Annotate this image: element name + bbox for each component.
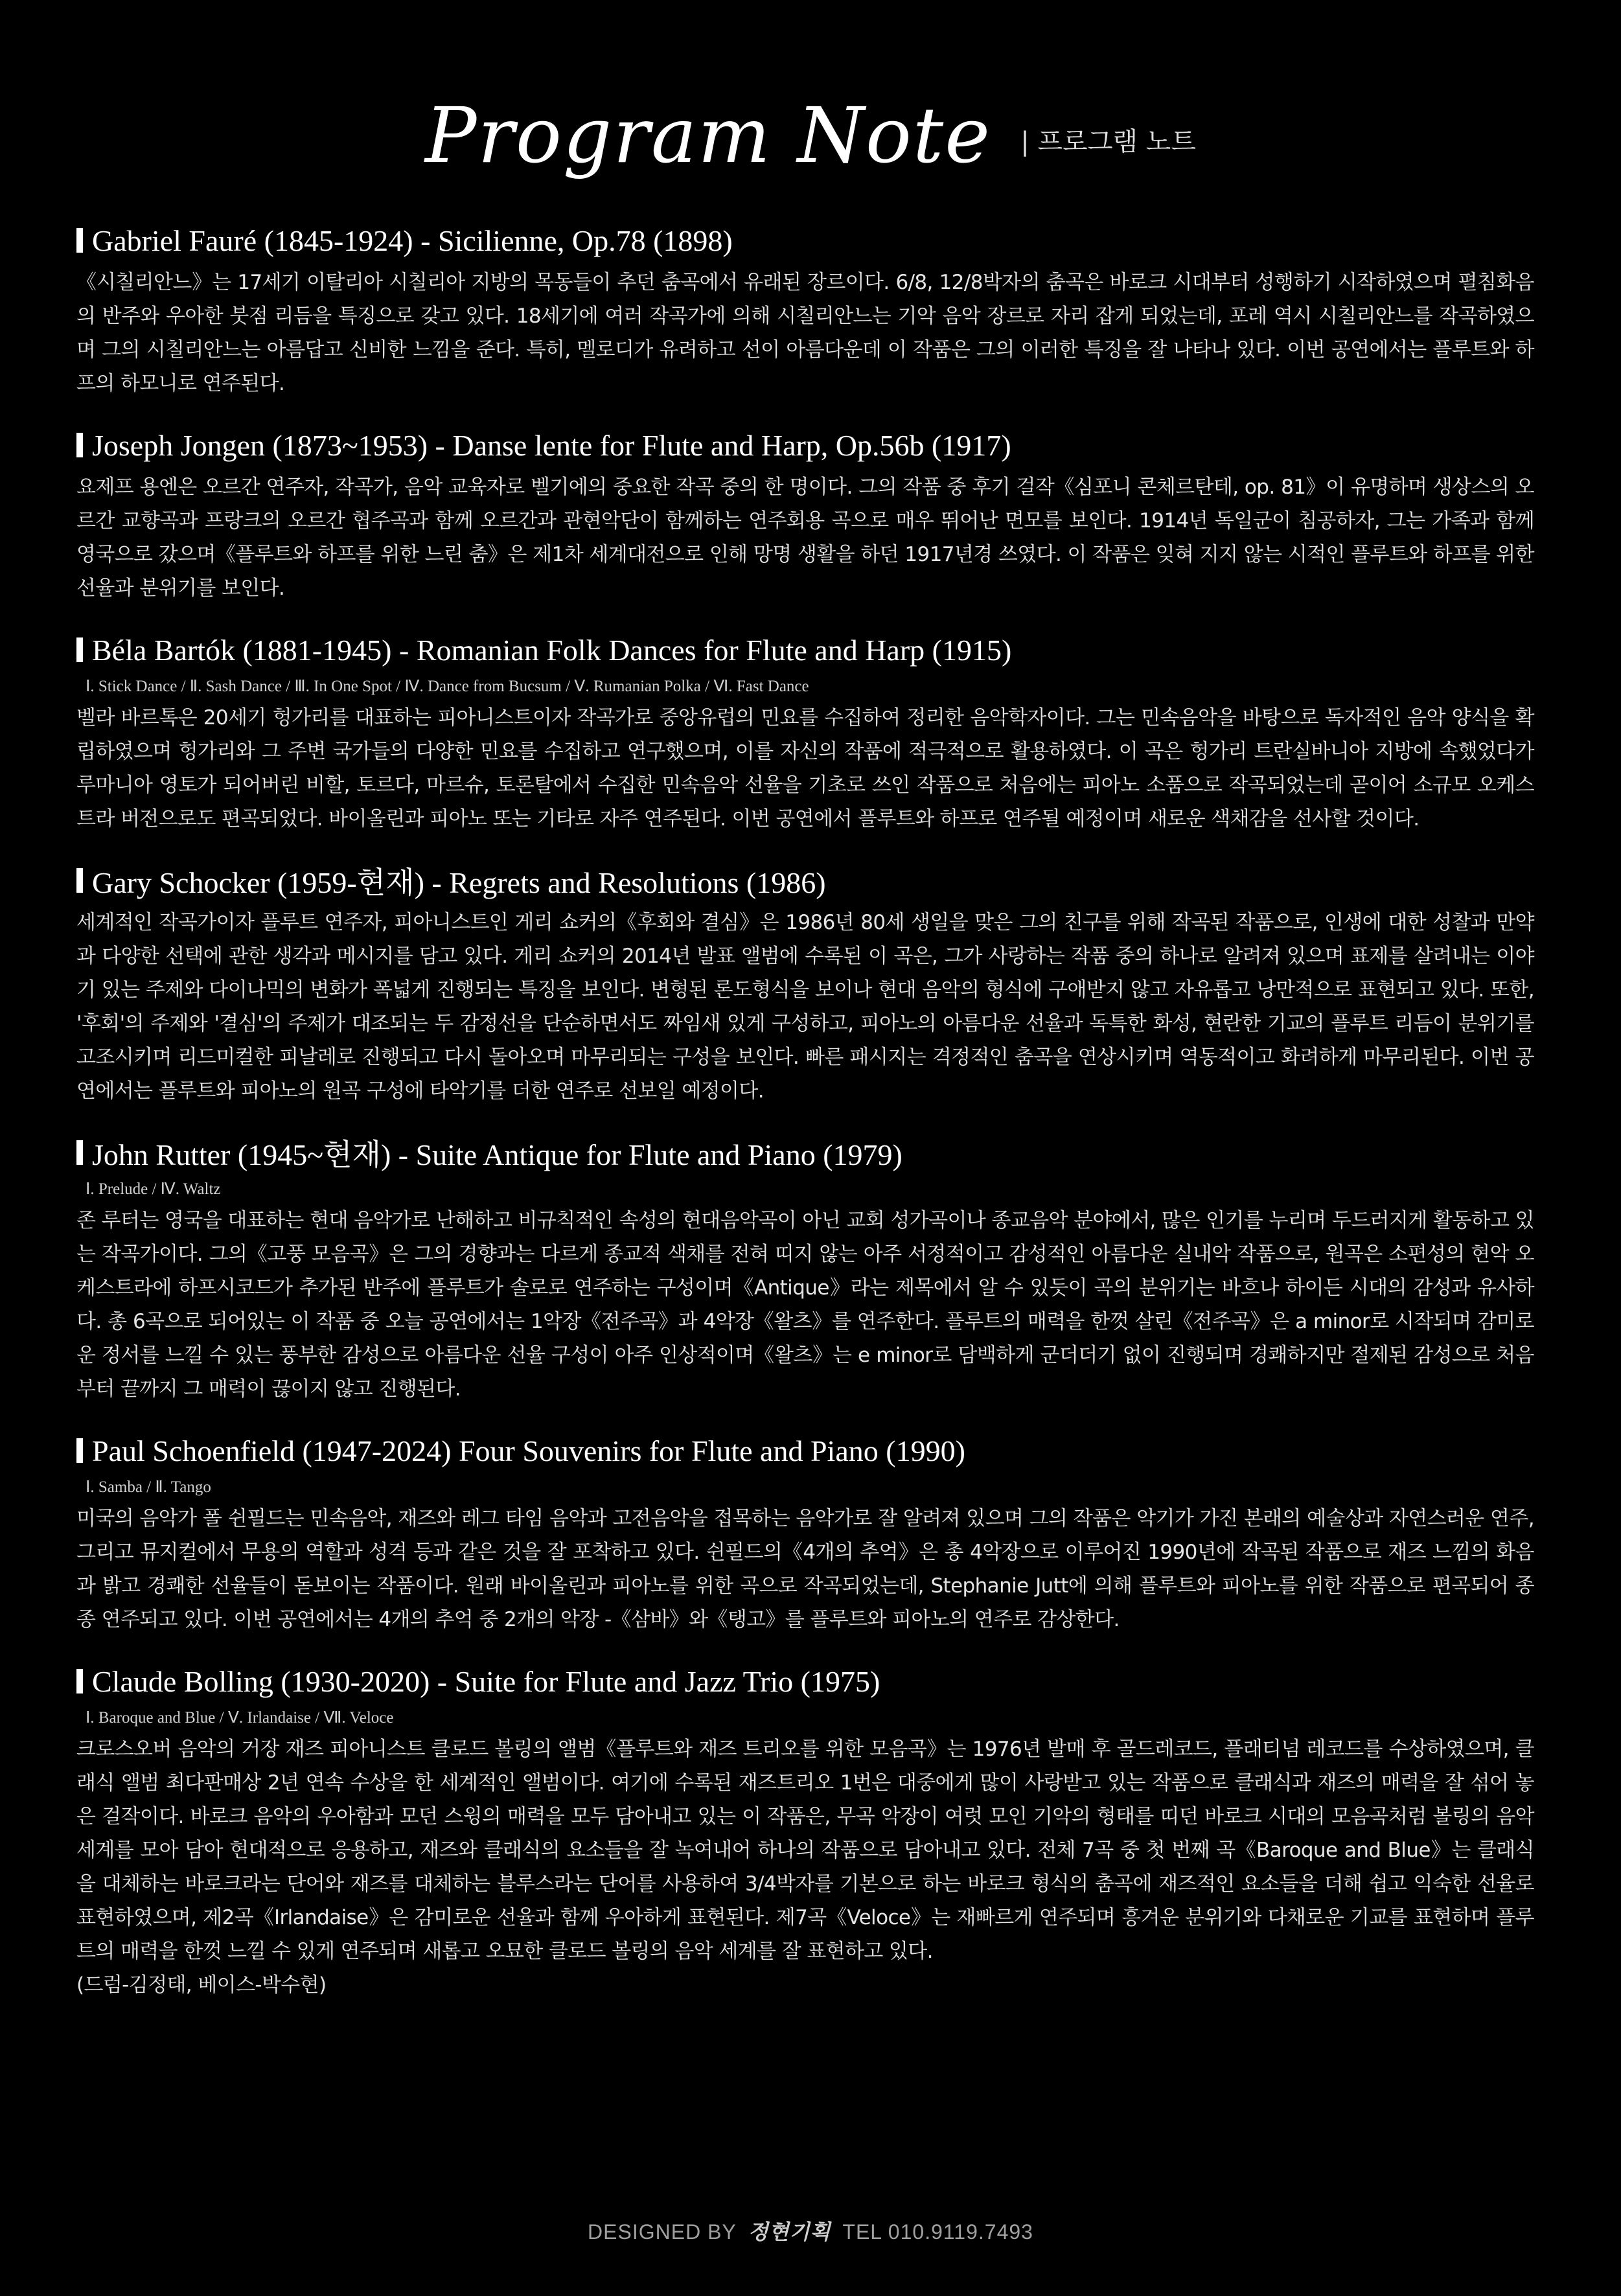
page-title: Program Note xyxy=(425,91,992,180)
program-section-bartok xyxy=(76,630,1534,836)
program-sections xyxy=(76,220,1534,2026)
page-header xyxy=(0,91,1621,180)
section-body: 크로스오버 음악의 거장 재즈 피아니스트 클로드 볼링의 앨범《플루트와 재즈 트리오를 위한 모음곡》는 1976년 발매 후 골드레코드, 플래티넘 레코드를 수상하였으며, 클래식 앨범 최다판매상 2년 연속 수상을 한 세계적인 앨범이다. 여기에 수록된 재즈트리오 1번은 대중에게 많이 사랑받고 있는 작품으로 클래식과 재즈의 매력을 잘 섞어 놓은 걸작이다. 바로크 음악의 우아함과 모던 스윙의 매력을 모두 담아내고 있는 이 작품은, 무곡 악장이 여럿 모인 기악의 형태를 띠던 바로크 시대의 모음곡처럼 볼링의 음악 세계를 모아 담아 현대적으로 응용하고, 재즈와 클래식의 요소들을 잘 녹여내어 하나의 작품으로 담아내고 있다. 전체 7곡 중 첫 번째 곡《Baroque and Blue》는 클래식을 대체하는 바로크라는 단어와 재즈를 대체하는 블루스라는 단어를 사용하여 3/4박자를 기본으로 하는 바로크 형식의 춤곡에 재즈적인 요소들을 더해 쉽고 익숙한 선율로 표현하였으며, 제2곡《Irlandaise》은 감미로운 선율과 함께 우아하게 표현된다. 제7곡《Veloce》는 재빠르게 연주되며 흥겨운 분위기와 다채로운 기교를 표현하며 플루트의 매력을 한껏 느낄 수 있게 연주되며 새롭고 오묘한 클로드 볼링의 음악 세계를 잘 표현하고 있다. xyxy=(76,1738,1534,1963)
section-movements: Ⅰ. Stick Dance / Ⅱ. Sash Dance / Ⅲ. In One Spot / Ⅳ. Dance from Bucsum / Ⅴ. Rumanian Polka / Ⅵ. Fast Dance xyxy=(86,678,809,695)
section-body: 벨라 바르톡은 20세기 헝가리를 대표하는 피아니스트이자 작곡가로 중앙유럽의 민요를 수집하여 정리한 음악학자이다. 그는 민속음악을 바탕으로 독자적인 음악 양식을 확립하였으며 헝가리와 그 주변 국가들의 다양한 민요를 수집하고 연구했으며, 이를 자신의 작품에 적극적으로 활용하였다. 이 곡은 헝가리 트란실바니아 지방에 속했었다가 루마니아 영토가 되어버린 비할, 토르다, 마르슈, 토론탈에서 수집한 민속음악 선율을 기초로 쓰인 작품으로 처음에는 피아노 소품으로 작곡되었는데 곧이어 소규모 오케스트라 버전으로도 편곡되었다. 바이올린과 피아노 또는 기타로 자주 연주된다. 이번 공연에서 플루트와 하프로 연주될 예정이며 새로운 색채감을 선사할 것이다. xyxy=(76,706,1534,831)
program-section-jongen xyxy=(76,425,1534,605)
section-marker xyxy=(76,1669,83,1693)
section-marker xyxy=(76,1438,83,1463)
section-marker xyxy=(76,433,83,457)
program-section-schoenfield xyxy=(76,1430,1534,1636)
page-footer xyxy=(0,2216,1621,2245)
section-body: 세계적인 작곡가이자 플루트 연주자, 피아니스트인 게리 쇼커의《후회와 결심》은 1986년 80세 생일을 맞은 그의 친구를 위해 작곡된 작품으로, 인생에 대한 성찰과 만약과 다양한 선택에 관한 생각과 메시지를 담고 있다. 게리 쇼커의 2014년 발표 앨범에 수록된 이 곡은, 그가 사랑하는 작품 중의 하나로 알려져 있으며 표제를 살려내는 이야기 있는 주제와 다이나믹의 변화가 폭넓게 진행되는 특징을 보인다. 변형된 론도형식을 보이나 현대 음악의 형식에 구애받지 않고 자유롭고 낭만적으로 표현되고 있다. 또한, '후회'의 주제와 '결심'의 주제가 대조되는 두 감정선을 단순하면서도 짜임새 있게 구성하고, 피아노의 아름다운 선율과 독특한 화성, 현란한 기교의 플루트 리듬이 분위기를 고조시키며 리드미컬한 피날레로 진행되고 다시 돌아오며 마무리되는 구성을 보인다. 빠른 패시지는 격정적인 춤곡을 연상시키며 역동적이고 화려하게 마무리된다. 이번 공연에서는 플루트와 피아노의 원곡 구성에 타악기를 더한 연주로 선보일 예정이다. xyxy=(76,911,1534,1103)
designer-brand-logo: 정현기획 xyxy=(748,2220,831,2244)
section-title: Gary Schocker (1959-현재) - Regrets and Resolutions (1986) xyxy=(92,866,826,899)
section-movements: Ⅰ. Baroque and Blue / Ⅴ. Irlandaise / Ⅶ. Veloce xyxy=(86,1709,394,1727)
section-title: John Rutter (1945~현재) - Suite Antique for Flute and Piano (1979) xyxy=(92,1138,902,1171)
section-title: Joseph Jongen (1873~1953) - Danse lente for Flute and Harp, Op.56b (1917) xyxy=(92,428,1011,462)
section-marker xyxy=(76,637,83,662)
footer-tel: TEL 010.9119.7493 xyxy=(842,2220,1033,2244)
program-section-rutter xyxy=(76,1132,1534,1406)
section-body: 《시칠리안느》는 17세기 이탈리아 시칠리아 지방의 목동들이 추던 춤곡에서 유래된 장르이다. 6/8, 12/8박자의 춤곡은 바로크 시대부터 성행하기 시작하였으며 펼침화음의 반주와 우아한 붓점 리듬을 특징으로 갖고 있다. 18세기에 여러 작곡가에 의해 시칠리안느는 기악 음악 장르로 자리 잡게 되었는데, 포레 역시 시칠리안느를 작곡하였으며 그의 시칠리안느는 아름답고 신비한 느낌을 준다. 특히, 멜로디가 유려하고 선이 아름다운데 이 작품은 그의 이러한 특징을 잘 나타나 있다. 이번 공연에서는 플루트와 하프의 하모니로 연주된다. xyxy=(76,271,1534,395)
program-section-schocker xyxy=(76,860,1534,1108)
section-title: Béla Bartók (1881-1945) - Romanian Folk Dances for Flute and Harp (1915) xyxy=(92,633,1012,667)
section-marker xyxy=(76,868,83,893)
section-body: 요제프 용엔은 오르간 연주자, 작곡가, 음악 교육자로 벨기에의 중요한 작곡 중의 한 명이다. 그의 작품 중 후기 걸작《심포니 콘체르탄테, op. 81》이 유명하며 생상스의 오르간 교향곡과 프랑크의 오르간 협주곡과 함께 오르간과 관현악단이 함께하는 연주회용 곡으로 매우 뛰어난 면모를 보인다. 1914년 독일군이 침공하자, 그는 가족과 함께 영국으로 갔으며《플루트와 하프를 위한 느린 춤》은 제1차 세계대전으로 인해 망명 생활을 하던 1917년경 쓰였다. 이 작품은 잊혀 지지 않는 시적인 플루트와 하프를 위한 선율과 분위기를 보인다. xyxy=(76,476,1534,600)
section-body: 존 루터는 영국을 대표하는 현대 음악가로 난해하고 비규칙적인 속성의 현대음악곡이 아닌 교회 성가곡이나 종교음악 분야에서, 많은 인기를 누리며 두드러지게 활동하고 있는 작곡가이다. 그의《고풍 모음곡》은 그의 경향과는 다르게 종교적 색채를 전혀 띠지 않는 아주 서정적이고 감성적인 아름다운 실내악 작품으로, 원곡은 소편성의 현악 오케스트라에 하프시코드가 추가된 반주에 플루트가 솔로로 연주하는 구성이며《Antique》라는 제목에서 알 수 있듯이 곡의 분위기는 바흐나 하이든 시대의 감성과 유사하다. 총 6곡으로 되어있는 이 작품 중 오늘 공연에서는 1악장《전주곡》과 4악장《왈츠》를 연주한다. 플루트의 매력을 한껏 살린《전주곡》은 a minor로 시작되며 감미로운 정서를 느낄 수 있는 풍부한 감성으로 아름다운 선율 구성이 아주 인상적이며《왈츠》는 e minor로 담백하게 군더더기 없이 진행되며 경쾌하지만 절제된 감성으로 처음부터 끝까지 그 매력이 끊이지 않고 진행된다. xyxy=(76,1209,1534,1401)
section-movements: Ⅰ. Samba / Ⅱ. Tango xyxy=(86,1478,211,1496)
section-title: Gabriel Fauré (1845-1924) - Sicilienne, Op.78 (1898) xyxy=(92,224,733,257)
section-credits: (드럼-김정태, 베이스-박수현) xyxy=(76,1973,327,1997)
page-subtitle: | 프로그램 노트 xyxy=(1020,127,1196,157)
section-title: Claude Bolling (1930-2020) - Suite for Flute and Jazz Trio (1975) xyxy=(92,1664,880,1698)
program-section-bolling xyxy=(76,1661,1534,2002)
section-body: 미국의 음악가 폴 쉰필드는 민속음악, 재즈와 레그 타임 음악과 고전음악을 접목하는 음악가로 잘 알려져 있으며 그의 작품은 악기가 가진 본래의 예술상과 자연스러운 연주, 그리고 뮤지컬에서 무용의 역할과 성격 등과 같은 것을 잘 포착하고 있다. 쉰필드의《4개의 추억》은 총 4악장으로 이루어진 1990년에 작곡된 작품으로 재즈 느낌의 화음과 밝고 경쾌한 선율들이 돋보이는 작품이다. 원래 바이올린과 피아노를 위한 곡으로 작곡되었는데, Stephanie Jutt에 의해 플루트와 피아노를 위한 작품으로 편곡되어 종종 연주되고 있다. 이번 공연에서는 4개의 추억 중 2개의 악장 -《삼바》와《탱고》를 플루트와 피아노의 연주로 감상한다. xyxy=(76,1507,1534,1631)
section-marker xyxy=(76,228,83,253)
program-section-faure xyxy=(76,220,1534,400)
section-movements: Ⅰ. Prelude / Ⅳ. Waltz xyxy=(86,1180,221,1198)
section-title: Paul Schoenfield (1947-2024) Four Souvenirs for Flute and Piano (1990) xyxy=(92,1434,965,1467)
section-marker xyxy=(76,1140,83,1165)
designed-by-label: DESIGNED BY xyxy=(588,2220,737,2244)
